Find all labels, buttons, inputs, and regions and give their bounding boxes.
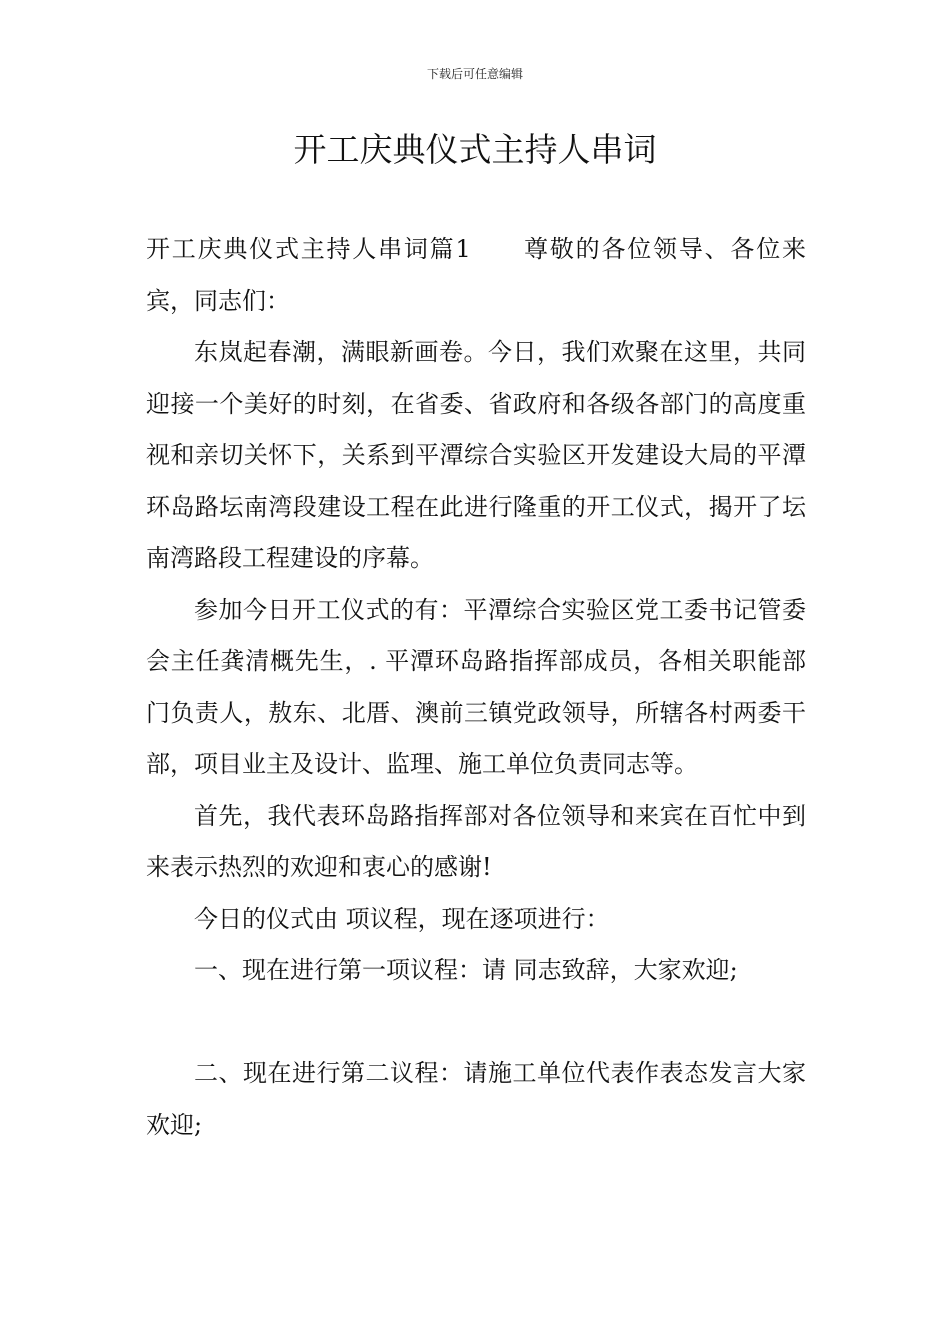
paragraph-agenda-item-2: 二、现在进行第二议程：请施工单位代表作表态发言大家欢迎; xyxy=(146,1059,806,1139)
document-title: 开工庆典仪式主持人串词 xyxy=(293,130,657,169)
paragraph-agenda-intro: 今日的仪式由 项议程，现在逐项进行： xyxy=(194,904,610,933)
paragraph-welcome: 首先，我代表环岛路指挥部对各位领导和来宾在百忙中到来表示热烈的欢迎和衷心的感谢! xyxy=(146,801,806,881)
header-note: 下载后可任意编辑 xyxy=(426,67,523,81)
paragraph-agenda-item-1: 一、现在进行第一项议程：请 同志致辞，大家欢迎; xyxy=(194,956,738,984)
blank-line xyxy=(146,997,806,1049)
paragraph-opening: 东岚起春潮，满眼新画卷。今日，我们欢聚在这里，共同迎接一个美好的时刻，在省委、省政府和各级各部门的高度重视和亲切关怀下，关系到平潭综合实验区开发建设大局的平潭环岛路坛南湾段建设工程在此进行隆重的开工仪式，揭开了坛南湾路段工程建设的序幕。 xyxy=(146,338,806,572)
document-body xyxy=(146,224,806,1151)
paragraph-intro: 开工庆典仪式主持人串词篇1 尊敬的各位领导、各位来宾，同志们： xyxy=(146,235,806,315)
paragraph-attendees: 参加今日开工仪式的有：平潭综合实验区党工委书记管委会主任龚清概先生，. 平潭环岛路指挥部成员，各相关职能部门负责人，敖东、北厝、澳前三镇党政领导，所辖各村两委干部，项目业主及设计、监理、施工单位负责同志等。 xyxy=(146,595,806,778)
